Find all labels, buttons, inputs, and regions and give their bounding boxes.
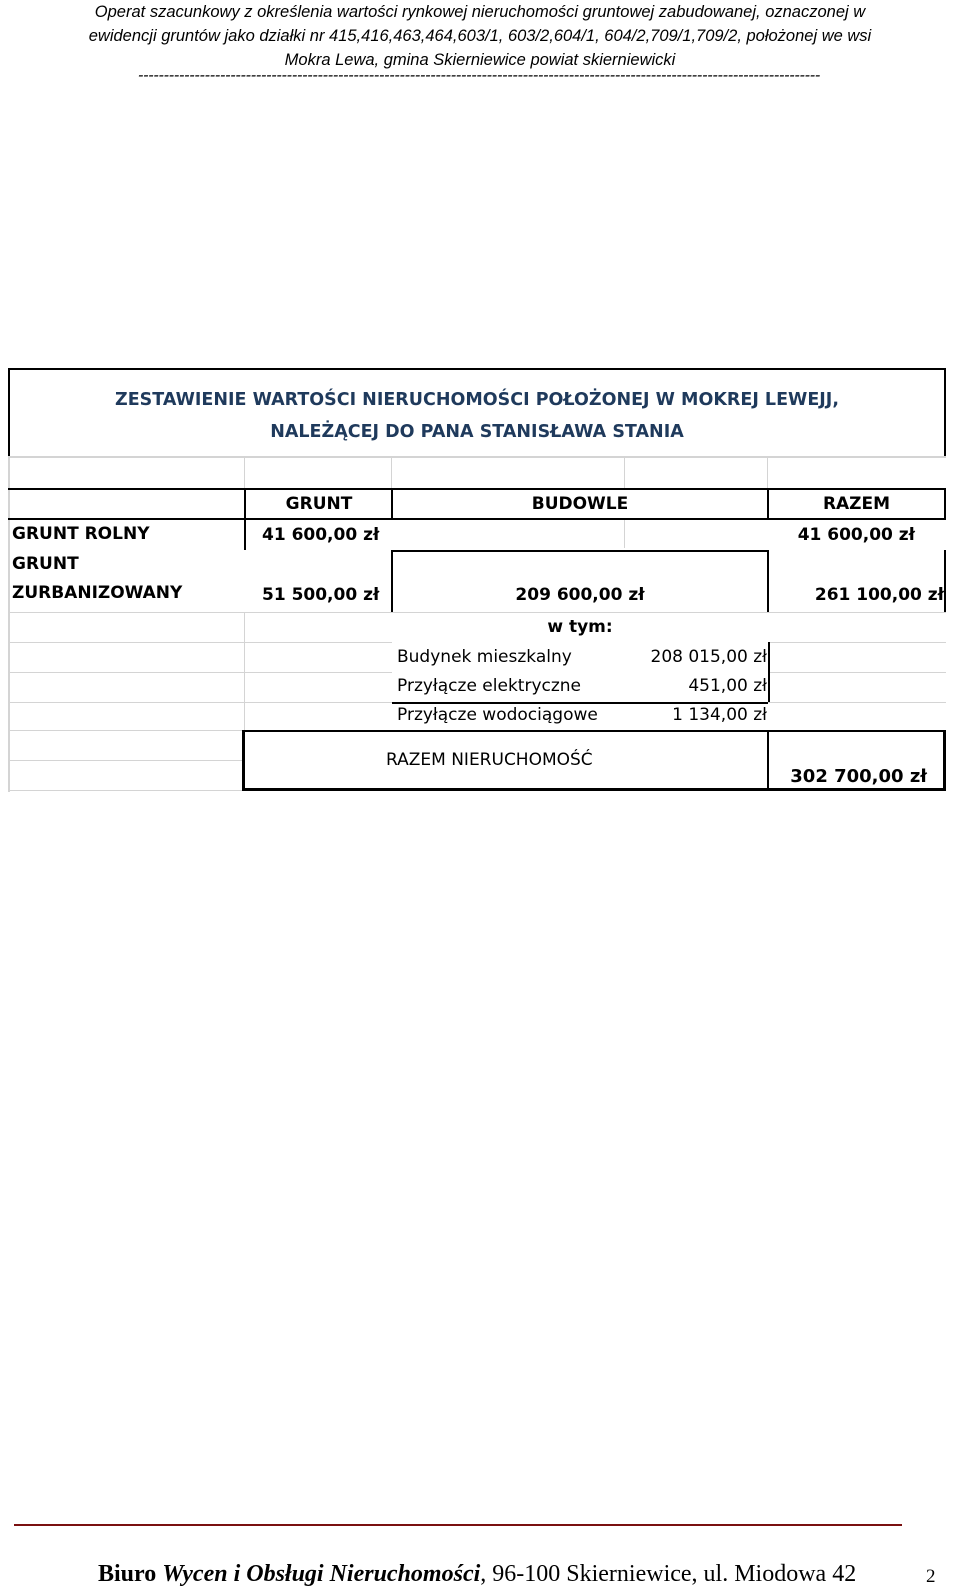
table-title-line-2: NALEŻĄCEJ DO PANA STANISŁAWA STANIA xyxy=(270,422,684,442)
column-header-razem: RAZEM xyxy=(822,494,891,514)
grid-line xyxy=(768,702,946,703)
breakdown-item-value: 1 134,00 zł xyxy=(672,705,767,725)
grid-line xyxy=(8,790,244,791)
grid-line xyxy=(8,730,244,731)
grid-line xyxy=(244,612,245,730)
grid-line xyxy=(8,642,392,643)
border-line xyxy=(944,550,946,612)
grunt-zurbanizowany-razem-value: 261 100,00 zł xyxy=(814,585,944,605)
footer-address: , 96-100 Skierniewice, ul. Miodowa 42 xyxy=(480,1561,857,1587)
breakdown-item-label: Budynek mieszkalny xyxy=(397,647,572,667)
grid-line xyxy=(768,642,946,643)
border-line xyxy=(242,730,245,791)
breakdown-item-value: 451,00 zł xyxy=(688,676,767,696)
total-label: RAZEM NIERUCHOMOŚĆ xyxy=(386,750,593,770)
page-number: 2 xyxy=(926,1566,936,1587)
grid-line xyxy=(8,456,10,792)
grunt-zurbanizowany-grunt-value: 51 500,00 zł xyxy=(262,585,380,605)
table-title xyxy=(8,368,946,458)
row-label-grunt-zurbanizowany-2: ZURBANIZOWANY xyxy=(12,583,183,603)
grunt-rolny-razem-value: 41 600,00 zł xyxy=(797,525,915,545)
breakdown-item-value: 208 015,00 zł xyxy=(650,647,767,667)
grid-line xyxy=(391,456,392,488)
grid-line xyxy=(8,760,244,761)
grid-line xyxy=(8,612,946,613)
grid-line xyxy=(768,672,946,673)
footer-org-part-1: Biuro xyxy=(98,1561,163,1587)
header-dash-rule: ------------------------------------------------------------------------------------------------------------------------------------- xyxy=(137,67,821,84)
grid-line xyxy=(624,456,625,488)
row-label-grunt-zurbanizowany-1: GRUNT xyxy=(12,554,79,574)
border-line xyxy=(943,730,946,791)
document-footer xyxy=(98,1562,856,1586)
border-line xyxy=(8,488,946,490)
header-line-1: Operat szacunkowy z określenia wartości rynkowej nieruchomości gruntowej zabudowanej, oznaczonej w xyxy=(94,3,866,21)
header-line-3: Mokra Lewa, gmina Skierniewice powiat skierniewicki xyxy=(284,51,676,69)
document-header xyxy=(0,0,960,84)
grid-line xyxy=(8,672,392,673)
breakdown-item-label: Przyłącze wodociągowe xyxy=(397,705,598,725)
row-label-grunt-rolny: GRUNT ROLNY xyxy=(12,524,150,544)
header-line-2: ewidencji gruntów jako działki nr 415,416,463,464,603/1, 603/2,604/1, 604/2,709/1,709/2, położonej we wsi xyxy=(88,27,872,45)
border-line xyxy=(768,642,770,702)
grunt-rolny-grunt-value: 41 600,00 zł xyxy=(262,525,380,545)
grid-line xyxy=(244,456,245,488)
border-line xyxy=(244,518,246,550)
border-line xyxy=(242,730,946,732)
table-title-line-1: ZESTAWIENIE WARTOŚCI NIERUCHOMOŚCI POŁOŻONEJ W MOKREJ LEWEJJ, xyxy=(115,390,839,410)
grid-line xyxy=(624,518,625,548)
valuation-summary-table xyxy=(8,368,946,792)
border-line xyxy=(242,788,946,791)
grid-line xyxy=(767,456,768,488)
breakdown-item-label: Przyłącze elektryczne xyxy=(397,676,582,696)
total-value: 302 700,00 zł xyxy=(790,766,927,787)
grid-line xyxy=(8,702,392,703)
breakdown-heading: w tym: xyxy=(547,617,613,637)
grunt-zurbanizowany-budowle-value: 209 600,00 zł xyxy=(515,585,645,605)
column-header-grunt: GRUNT xyxy=(285,494,353,514)
border-line xyxy=(392,550,768,552)
border-line xyxy=(8,518,946,520)
footer-rule xyxy=(14,1524,902,1526)
column-header-budowle: BUDOWLE xyxy=(531,494,629,514)
grid-line xyxy=(8,456,946,458)
footer-org-part-2: Wycen i Obsługi Nieruchomości xyxy=(162,1561,481,1587)
border-line xyxy=(944,488,946,520)
